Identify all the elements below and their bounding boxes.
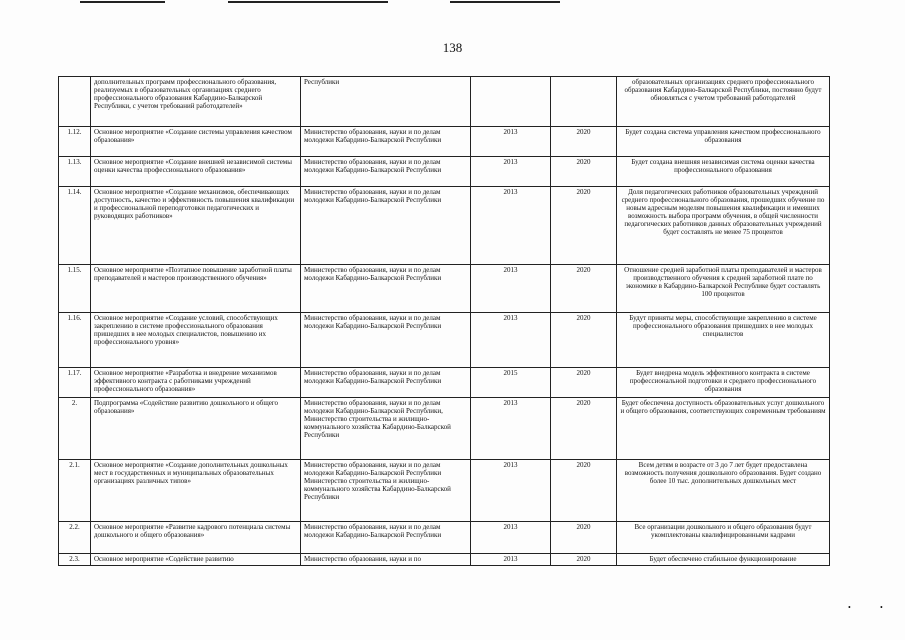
end-year: 2020 xyxy=(551,265,617,313)
activity-name: Основное мероприятие «Создание дополнительных дошкольных мест в государственных и муниципальных образовательных организациях различных типов» xyxy=(91,460,301,522)
expected-result: образовательных организациях среднего профессионального образования Кабардино-Балкарской Республики, постоянно будут обновляться с учетом требований работодателей xyxy=(617,77,830,127)
executor: Министерство образования, науки и по делам молодежи Кабардино-Балкарской Республики xyxy=(301,265,471,313)
row-number: 1.16. xyxy=(59,313,91,368)
table-row xyxy=(59,522,830,554)
activity-name: Основное мероприятие «Создание системы управления качеством образования» xyxy=(91,127,301,157)
scan-speck-2: • xyxy=(880,603,883,612)
start-year: 2013 xyxy=(471,313,551,368)
row-number xyxy=(59,77,91,127)
table-row xyxy=(59,187,830,265)
row-number: 1.14. xyxy=(59,187,91,265)
top-rule-2 xyxy=(228,1,388,3)
end-year: 2020 xyxy=(551,368,617,398)
expected-result: Все организации дошкольного и общего образования будут укомплектованы квалифицированными кадрами xyxy=(617,522,830,554)
expected-result: Будут приняты меры, способствующие закреплению в системе профессионального образования пришедших в нее молодых специалистов xyxy=(617,313,830,368)
end-year: 2020 xyxy=(551,187,617,265)
row-number: 2.2. xyxy=(59,522,91,554)
row-number: 1.12. xyxy=(59,127,91,157)
row-number: 1.17. xyxy=(59,368,91,398)
start-year: 2013 xyxy=(471,157,551,187)
row-number: 1.15. xyxy=(59,265,91,313)
executor: Министерство образования, науки и по делам молодежи Кабардино-Балкарской Республики xyxy=(301,187,471,265)
end-year xyxy=(551,77,617,127)
table-row xyxy=(59,398,830,460)
end-year: 2020 xyxy=(551,522,617,554)
start-year: 2013 xyxy=(471,460,551,522)
activity-name: дополнительных программ профессионального образования, реализуемых в образовательных организациях среднего профессионального образования Кабардино-Балкарской Республики, с учетом требований работодателей» xyxy=(91,77,301,127)
end-year: 2020 xyxy=(551,313,617,368)
expected-result: Будет обеспечена доступность образовательных услуг дошкольного и общего образования, соответствующих современным требованиям xyxy=(617,398,830,460)
table-row xyxy=(59,265,830,313)
page-number: 138 xyxy=(442,40,463,55)
table-row xyxy=(59,313,830,368)
table-row xyxy=(59,157,830,187)
start-year: 2013 xyxy=(471,522,551,554)
activity-name: Подпрограмма «Содействие развитию дошкольного и общего образования» xyxy=(91,398,301,460)
executor: Министерство образования, науки и по делам молодежи Кабардино-Балкарской Республики xyxy=(301,522,471,554)
end-year: 2020 xyxy=(551,127,617,157)
table-row xyxy=(59,368,830,398)
activity-name: Основное мероприятие «Разработка и внедрение механизмов эффективного контракта с работниками учреждений профессионального образования» xyxy=(91,368,301,398)
end-year: 2020 xyxy=(551,398,617,460)
executor: Министерство образования, науки и по делам молодежи Кабардино-Балкарской Республики Министерство строительства и жилищно-коммунального хозяйства Кабардино-Балкарской Республики xyxy=(301,460,471,522)
top-rule-3 xyxy=(450,1,560,3)
activity-name: Основное мероприятие «Содействие развитию xyxy=(91,554,301,566)
row-number: 1.13. xyxy=(59,157,91,187)
end-year: 2020 xyxy=(551,554,617,566)
table-row xyxy=(59,554,830,566)
executor: Министерство образования, науки и по делам молодежи Кабардино-Балкарской Республики xyxy=(301,313,471,368)
start-year xyxy=(471,77,551,127)
activity-name: Основное мероприятие «Создание внешней независимой системы оценки качества профессионального образования» xyxy=(91,157,301,187)
start-year: 2013 xyxy=(471,127,551,157)
table-row xyxy=(59,77,830,127)
executor: Министерство образования, науки и по делам молодежи Кабардино-Балкарской Республики xyxy=(301,157,471,187)
top-rule-1 xyxy=(80,1,165,3)
activity-name: Основное мероприятие «Создание условий, способствующих закреплению в системе профессионального образования пришедших в нее молодых специалистов, повышению их профессионального уровня» xyxy=(91,313,301,368)
expected-result: Будет создана система управления качеством профессионального образования xyxy=(617,127,830,157)
start-year: 2013 xyxy=(471,398,551,460)
row-number: 2.3. xyxy=(59,554,91,566)
executor: Министерство образования, науки и по делам молодежи Кабардино-Балкарской Республики xyxy=(301,368,471,398)
expected-result: Будет обеспечено стабильное функционирование xyxy=(617,554,830,566)
table-row xyxy=(59,127,830,157)
expected-result: Отношение средней заработной платы преподавателей и мастеров производственного обучения к средней заработной плате по экономике в Кабардино-Балкарской Республике будет составлять 100 процентов xyxy=(617,265,830,313)
activity-name: Основное мероприятие «Поэтапное повышение заработной платы преподавателей и мастеров производственного обучения» xyxy=(91,265,301,313)
start-year: 2013 xyxy=(471,554,551,566)
expected-result: Всем детям в возрасте от 3 до 7 лет будет предоставлена возможность получения дошкольного образования. Будет создано более 10 тыс. дополнительных дошкольных мест xyxy=(617,460,830,522)
start-year: 2015 xyxy=(471,368,551,398)
executor: Министерство образования, науки и по делам молодежи Кабардино-Балкарской Республики, Министерство строительства и жилищно-коммунального хозяйства Кабардино-Балкарской Республики xyxy=(301,398,471,460)
start-year: 2013 xyxy=(471,265,551,313)
expected-result: Будет создана внешняя независимая система оценки качества профессионального образования xyxy=(617,157,830,187)
expected-result: Будет внедрена модель эффективного контракта в системе профессиональной подготовки и среднего профессионального образования xyxy=(617,368,830,398)
program-table xyxy=(58,76,830,566)
row-number: 2. xyxy=(59,398,91,460)
table-row xyxy=(59,460,830,522)
start-year: 2013 xyxy=(471,187,551,265)
end-year: 2020 xyxy=(551,460,617,522)
end-year: 2020 xyxy=(551,157,617,187)
executor: Министерство образования, науки и по делам молодежи Кабардино-Балкарской Республики xyxy=(301,127,471,157)
scan-speck-1: • xyxy=(848,603,851,612)
activity-name: Основное мероприятие «Создание механизмов, обеспечивающих доступность, качество и эффективность повышения квалификации и профессиональной переподготовки педагогических и руководящих работников» xyxy=(91,187,301,265)
row-number: 2.1. xyxy=(59,460,91,522)
executor: Республики xyxy=(301,77,471,127)
activity-name: Основное мероприятие «Развитие кадрового потенциала системы дошкольного и общего образования» xyxy=(91,522,301,554)
expected-result: Доля педагогических работников образовательных учреждений среднего профессионального образования, прошедших обучение по новым адресным моделям повышения квалификации и имевших возможность выбора программ обучения, в общей численности педагогических работников данных образовательных учреждений будет составлять не менее 75 процентов xyxy=(617,187,830,265)
executor: Министерство образования, науки и по xyxy=(301,554,471,566)
